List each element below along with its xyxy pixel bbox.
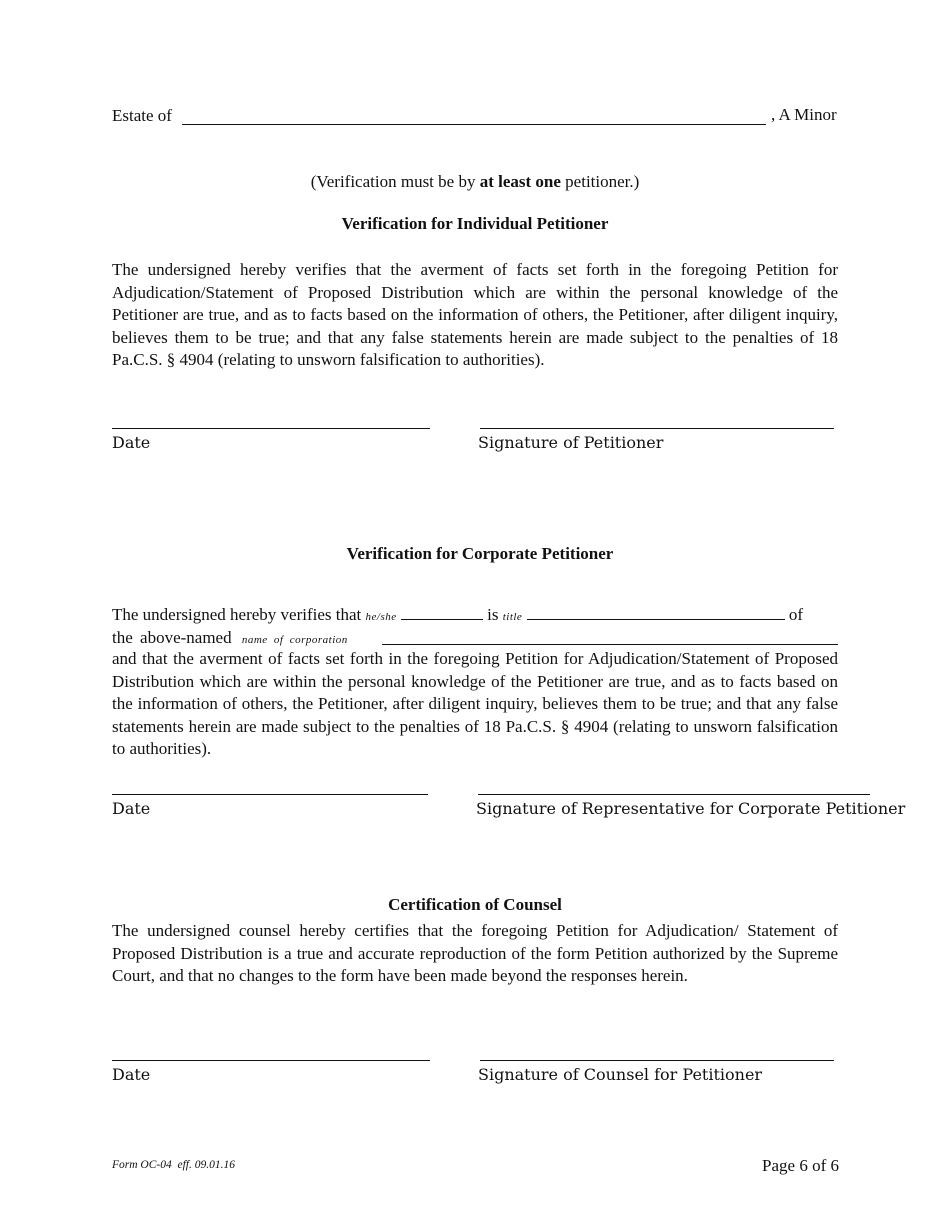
corporate-signature-line[interactable]: [478, 794, 870, 795]
title-hint: title: [502, 611, 523, 623]
note-text-before: (Verification must be by: [310, 172, 480, 191]
corporate-signature-label: Signature of Representative for Corporate Petitioner: [476, 799, 906, 818]
corporate-date-label: Date: [112, 799, 151, 818]
estate-suffix: , A Minor: [771, 105, 837, 124]
is-word: is: [487, 605, 499, 624]
verification-note: [112, 171, 838, 194]
individual-date-label: Date: [112, 433, 151, 452]
corporate-title: Verification for Corporate Petitioner: [346, 544, 614, 563]
individual-body: The undersigned hereby verifies that the averment of facts set forth in the foregoing Petition for Adjudication/Statement of Proposed Distribution which are within the personal knowledge of the Petitioner are true, and as to facts based on the information of others, the Petitioner, after diligent inquiry, believes them to be true; and that any false statements herein are made subject to the penalties of 18 Pa.C.S. § 4904 (relating to unsworn falsification to authorities).: [112, 260, 838, 369]
estate-prefix: Estate of: [112, 106, 172, 125]
title-field[interactable]: [527, 605, 785, 620]
corporate-line1-text: The undersigned hereby verifies that: [112, 605, 362, 624]
individual-signature-label: Signature of Petitioner: [478, 433, 664, 452]
estate-name-line[interactable]: [182, 124, 766, 125]
note-text-bold: at least one: [479, 172, 561, 191]
corporate-body: and that the averment of facts set forth in the foregoing Petition for Adjudication/Statement of Proposed Distribution which are within the personal knowledge of the Petitioner are true, and as to facts based on the information of others, the Petitioner, after diligent inquiry, believes them to be true; and that any false statements herein are made subject to the penalties of 18 Pa.C.S. § 4904 (relating to unsworn falsification to authorities).: [112, 649, 838, 758]
corporate-line-1: [112, 604, 842, 629]
counsel-date-label: Date: [112, 1065, 151, 1084]
heshe-field[interactable]: [401, 605, 483, 620]
corporate-line2-text: the above-named: [112, 628, 232, 647]
counsel-signature-label: Signature of Counsel for Petitioner: [478, 1065, 763, 1084]
individual-signature-line[interactable]: [480, 428, 834, 429]
individual-title: Verification for Individual Petitioner: [341, 214, 609, 233]
counsel-signature-line[interactable]: [480, 1060, 834, 1061]
form-id: Form OC-04 eff. 09.01.16: [112, 1159, 235, 1171]
counsel-body: The undersigned counsel hereby certifies that the foregoing Petition for Adjudication/ Statement of Proposed Distribution is a true and accurate reproduction of the form Petition authorized by the Supreme Court, and that no changes to the form have been made beyond the responses herein.: [112, 921, 838, 985]
counsel-title: Certification of Counsel: [388, 895, 562, 914]
counsel-date-line[interactable]: [112, 1060, 430, 1061]
corporation-hint: name of corporation: [241, 634, 348, 646]
individual-date-line[interactable]: [112, 428, 430, 429]
corporation-name-field[interactable]: [382, 644, 838, 645]
heshe-hint: he/she: [365, 611, 397, 623]
page-number: Page 6 of 6: [762, 1156, 839, 1175]
note-text-after: petitioner.): [560, 172, 640, 191]
of-word: of: [788, 605, 803, 624]
corporate-date-line[interactable]: [112, 794, 428, 795]
